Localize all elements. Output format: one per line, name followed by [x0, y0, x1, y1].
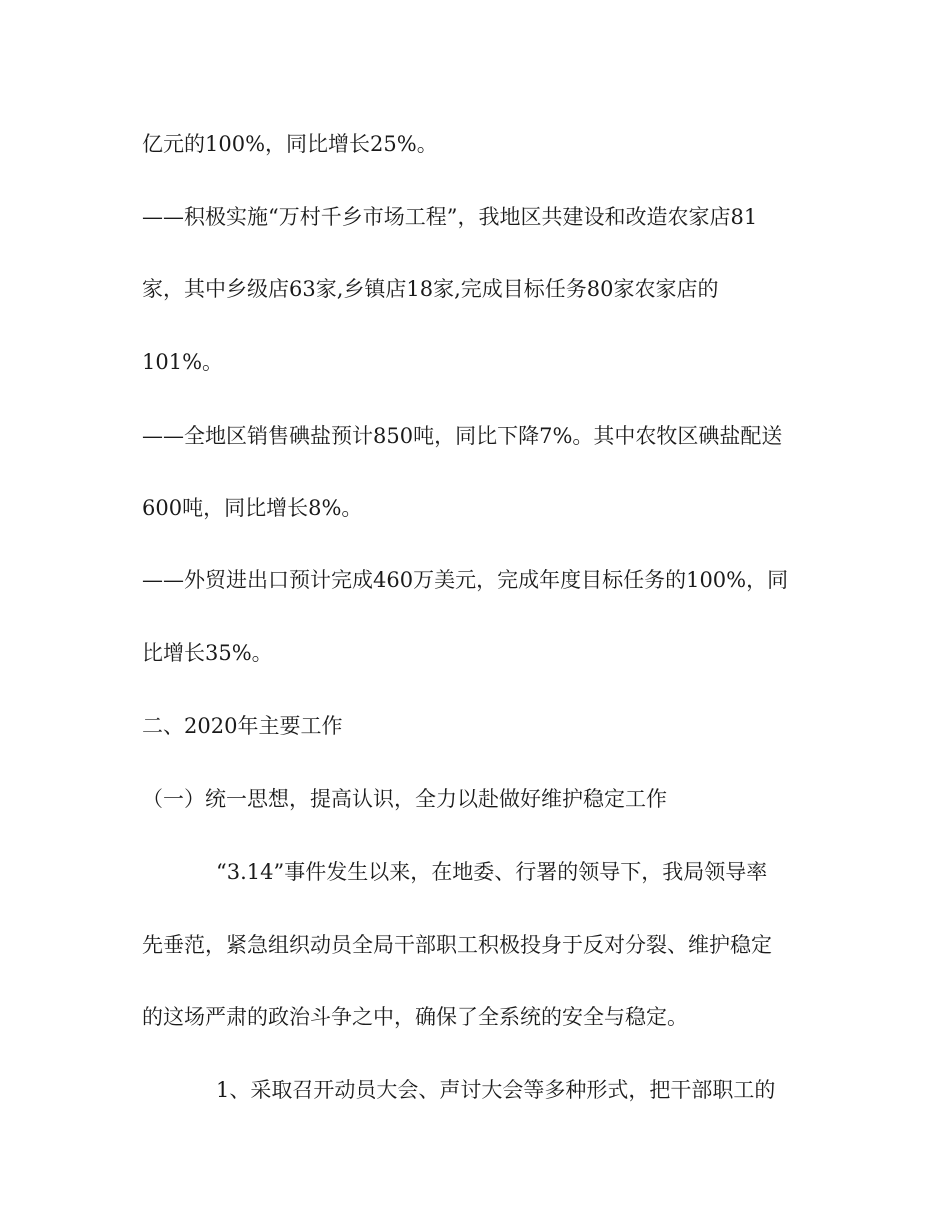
text-line: 的这场严肃的政治斗争之中，确保了全系统的安全与稳定。 [142, 1005, 688, 1029]
text-line: ——全地区销售碘盐预计850吨，同比下降7%。其中农牧区碘盐配送 [142, 424, 783, 448]
text-line: ——外贸进出口预计完成460万美元，完成年度目标任务的100%，同 [142, 568, 789, 592]
paragraph-first-line: “3.14”事件发生以来，在地委、行署的领导下，我局领导率 [216, 860, 768, 884]
text-line: ——积极实施“万村千乡市场工程”，我地区共建设和改造农家店81 [142, 205, 758, 229]
text-line: 101%。 [142, 350, 224, 374]
section-heading: 二、2020年主要工作 [142, 714, 343, 738]
text-line: 先垂范，紧急组织动员全局干部职工积极投身于反对分裂、维护稳定 [142, 933, 772, 957]
text-line: 600吨，同比增长8%。 [142, 496, 363, 520]
subsection-heading: （一）统一思想，提高认识，全力以赴做好维护稳定工作 [142, 787, 667, 811]
text-line: 比增长35%。 [142, 641, 273, 665]
paragraph-first-line: 1、采取召开动员大会、声讨大会等多种形式，把干部职工的 [216, 1078, 776, 1102]
text-line: 家，其中乡级店63家,乡镇店18家,完成目标任务80家农家店的 [142, 277, 719, 301]
text-line: 亿元的100%，同比增长25%。 [142, 132, 438, 156]
